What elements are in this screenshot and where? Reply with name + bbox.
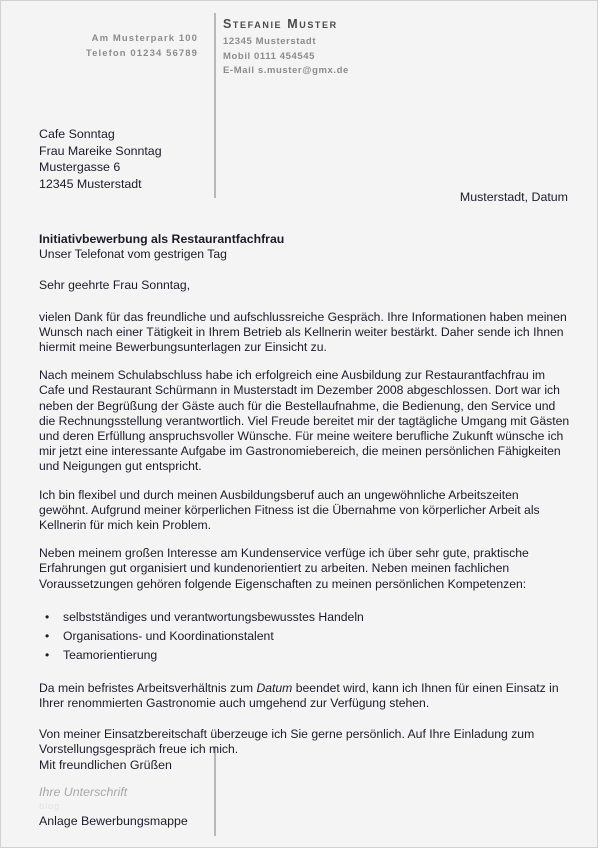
salutation: Sehr geehrte Frau Sonntag, [39, 278, 191, 293]
sender-mobile: Mobil 0111 454545 [223, 50, 316, 62]
letterhead-divider-rule [214, 13, 216, 198]
recipient-city: 12345 Musterstadt [39, 176, 142, 191]
paragraph-5-tail: beendet wird, kann ich Ihnen für einen Einsatz in Ihrer renommierten Gastronomie auch umgehend zur Verfügung stehen. [39, 680, 559, 711]
paragraph-2: Nach meinem Schulabschluss habe ich erfolgreich eine Ausbildung zur Restaurantfachfrau im Cafe und Restaurant Schürmann in Musterstadt im Dezember 2008 abgeschlossen. Dort war ich neben der Begrüßung der Gäste auch für die Bestellaufnahme, die Bedienung, den Service und die Rechnungsstellung verantwortlich. Viel Freude bereitet mir der tagtägliche Umgang mit Gästen und deren Erfüllung anspruchsvoller Wünsche. Für meine weitere berufliche Zukunft wünsche ich mir jetzt eine interessante Aufgabe im Gastronomiebereich, die meinen persönlichen Fähigkeiten und Neigungen gut entspricht. [39, 368, 570, 474]
date-line: Musterstadt, Datum [459, 190, 568, 204]
sender-street: Am Musterpark 100 [91, 33, 198, 44]
recipient-street: Mustergasse 6 [39, 160, 121, 175]
signature-placeholder: Ihre Unterschrift [39, 785, 128, 799]
skills-list [39, 608, 571, 665]
signature-divider-rule [214, 746, 216, 836]
enclosure-note: Anlage Bewerbungsmappe [39, 814, 188, 828]
paragraph-1: vielen Dank für das freundliche und aufschlussreiche Gespräch. Ihre Informationen haben meinen Wunsch nach einer Tätigkeit in Ihrem Betrieb als Kellnerin weiter bestärkt. Daher sende ich Ihnen hiermit meine Bewerbungsunterlagen zur Einsicht zu. [39, 309, 567, 355]
paragraph-5-placeholder: Datum [256, 680, 293, 695]
paragraph-4: Neben meinem großen Interesse am Kundenservice verfüge ich über sehr gute, praktische Erfahrungen gut organisiert und kundenorientiert zu arbeiten. Neben meinen fachlichen Voraussetzungen gehören folgende Eigenschaften zu meinen persönlichen Kompetenzen: [39, 546, 529, 591]
paragraph-5-lead: Da mein befristes Arbeitsverhältnis zum [39, 680, 257, 695]
subject-line: Initiativbewerbung als Restaurantfachfrau [39, 232, 285, 246]
recipient-company: Cafe Sonntag [39, 127, 115, 141]
sender-phone: Telefon 01234 56789 [85, 47, 198, 59]
paragraph-6: Von meiner Einsatzbereitschaft überzeuge ich Sie gerne persönlich. Auf Ihre Einladung zum Vorstellungsgespräch freue ich mich. [39, 727, 535, 757]
sender-email: E-Mail s.muster@gmx.de [223, 65, 349, 76]
sender-city: 12345 Musterstadt [223, 36, 317, 47]
letterhead-right-column [223, 17, 349, 79]
list-item: • Teamorientierung [39, 646, 571, 665]
blog-watermark: blog [39, 801, 61, 812]
letter-body [39, 232, 571, 758]
sender-name: Stefanie Muster [223, 17, 338, 31]
paragraph-3: Ich bin flexibel und durch meinen Ausbildungsberuf auch an ungewöhnliche Arbeitszeiten gewöhnt. Aufgrund meiner körperlichen Fitness ist die Übernahme von körperlicher Arbeit als Kellnerin für mich kein Problem. [39, 487, 540, 533]
letterhead-left-column [1, 32, 198, 61]
paragraph-5 [39, 681, 571, 711]
recipient-address-block [39, 126, 162, 192]
list-item: • Organisations- und Koordinationstalent [39, 627, 571, 646]
closing-salutation: Mit freundlichen Grüßen [39, 758, 172, 772]
recipient-person: Frau Mareike Sonntag [39, 143, 162, 158]
subject-subline: Unser Telefonat vom gestrigen Tag [39, 247, 227, 262]
list-item: • selbstständiges und verantwortungsbewusstes Handeln [39, 608, 571, 627]
